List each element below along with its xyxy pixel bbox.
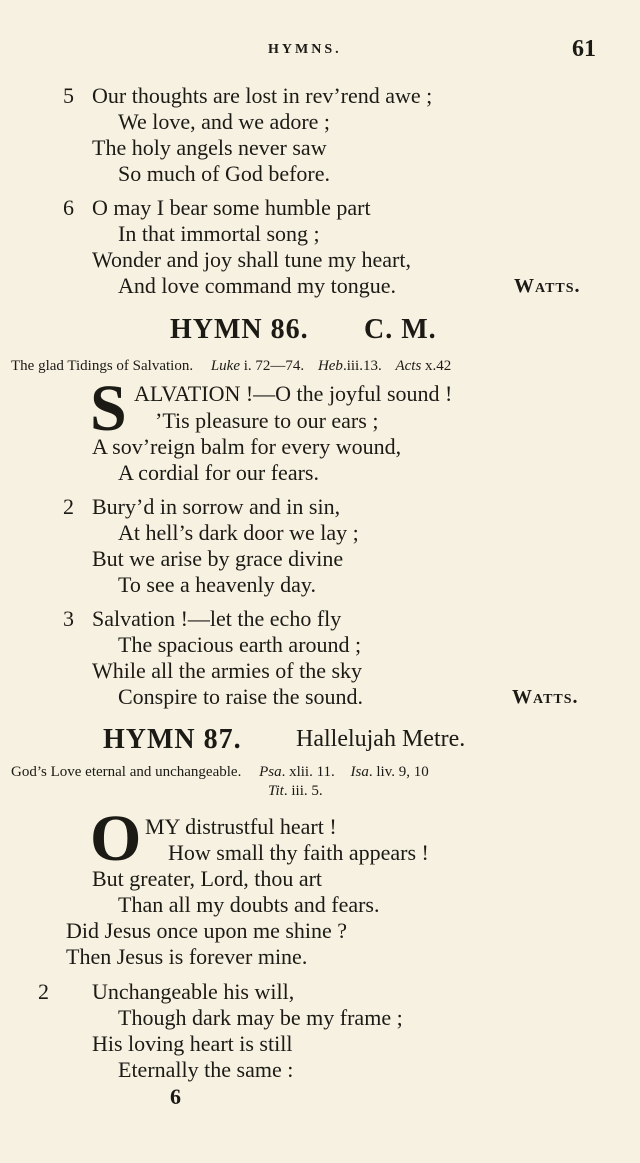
verse-line: To see a heavenly day.	[118, 572, 316, 597]
verse-line: The spacious earth around ;	[118, 632, 362, 657]
verse-line: Our thoughts are lost in rev’rend awe ;	[92, 83, 433, 108]
running-head: HYMNS.	[268, 42, 342, 57]
verse-line: And love command my tongue.	[118, 273, 397, 298]
drop-cap: S	[90, 372, 127, 445]
verse-line: While all the armies of the sky	[92, 658, 363, 683]
verse-line: Than all my doubts and fears.	[118, 892, 380, 917]
verse-line: O may I bear some humble part	[92, 195, 371, 220]
stanza-number: 2	[63, 494, 74, 519]
verse-line: Eternally the same :	[118, 1057, 294, 1082]
verse-line: A sov’reign balm for every wound,	[92, 434, 402, 459]
verse-line: A cordial for our fears.	[118, 460, 319, 485]
verse-line: MY distrustful heart !	[145, 814, 337, 839]
verse-line: Salvation !—let the echo fly	[92, 606, 342, 631]
verse-line: Did Jesus once upon me shine ?	[66, 918, 348, 943]
verse-line: Bury’d in sorrow and in sin,	[92, 494, 341, 519]
stanza-number: 3	[63, 606, 74, 631]
verse-line: At hell’s dark door we lay ;	[118, 520, 359, 545]
verse-line: But greater, Lord, thou art	[92, 866, 323, 891]
stanza-number: 2	[38, 979, 49, 1004]
verse-line: In that immortal song ;	[118, 221, 320, 246]
attribution: Watts.	[512, 686, 579, 708]
hymn-meter: C. M.	[364, 314, 437, 345]
verse-line: Unchangeable his will,	[92, 979, 295, 1004]
verse-line: Then Jesus is forever mine.	[66, 944, 308, 969]
verse-line: His loving heart is still	[92, 1031, 293, 1056]
verse-line: So much of God before.	[118, 161, 331, 186]
verse-line: ’Tis pleasure to our ears ;	[155, 408, 379, 433]
stanza-number: 5	[63, 83, 74, 108]
verse-line: The holy angels never saw	[92, 135, 327, 160]
hymn-subtitle: God’s Love eternal and unchangeable. Psa. xlii. 11. Isa. liv. 9, 10	[11, 764, 429, 780]
verse-line: How small thy faith appears !	[168, 840, 429, 865]
verse-line: Wonder and joy shall tune my heart,	[92, 247, 411, 272]
verse-line: ALVATION !—O the joyful sound !	[134, 381, 453, 406]
stanza-number: 6	[63, 195, 74, 220]
attribution: Watts.	[514, 275, 581, 297]
hymn-title: HYMN 86.	[170, 314, 309, 345]
drop-cap: O	[90, 802, 142, 875]
verse-line: Conspire to raise the sound.	[118, 684, 364, 709]
hymn-title: HYMN 87.	[103, 724, 242, 755]
verse-line: Though dark may be my frame ;	[118, 1005, 403, 1030]
signature-mark: 6	[170, 1084, 181, 1109]
hymn-subtitle: The glad Tidings of Salvation. Luke i. 72—74. Heb.iii.13. Acts x.42	[11, 358, 452, 374]
verse-line: We love, and we adore ;	[118, 109, 331, 134]
verse-line: But we arise by grace divine	[92, 546, 344, 571]
page-number: 61	[572, 36, 596, 62]
hymn-meter: Hallelujah Metre.	[296, 726, 466, 752]
scripture-reference: Tit. iii. 5.	[268, 783, 323, 799]
